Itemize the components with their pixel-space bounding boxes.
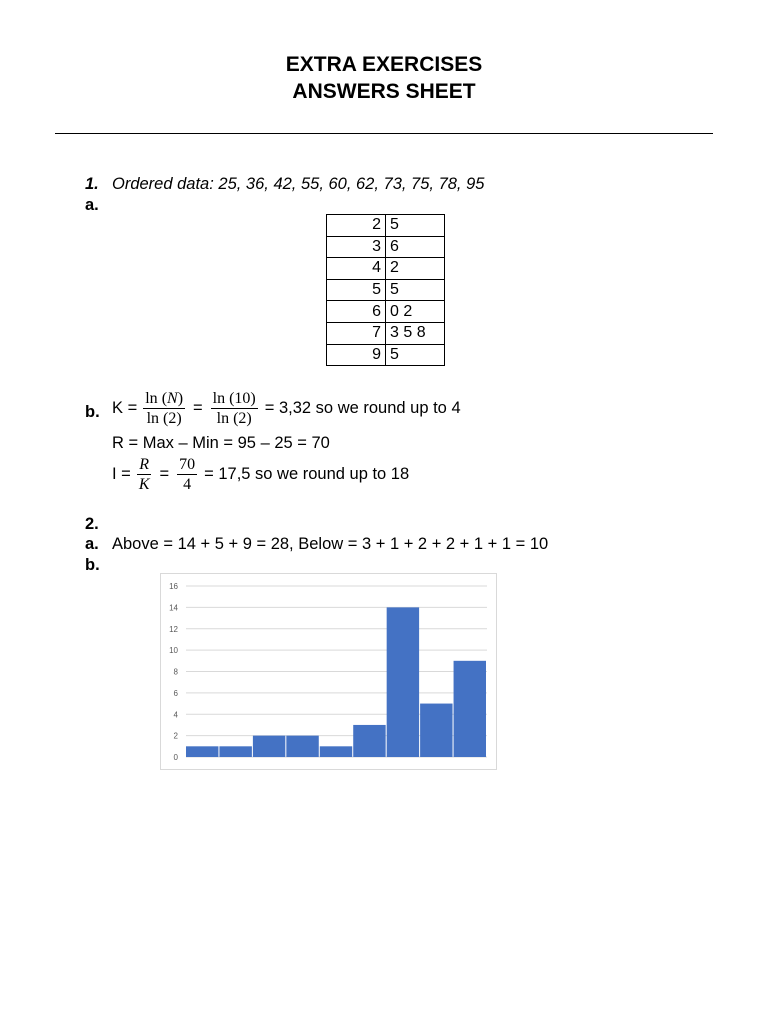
q1-number: 1.	[85, 175, 99, 193]
r-formula: R = Max – Min = 95 – 25 = 70	[112, 434, 330, 452]
q1-ordered-data: Ordered data: 25, 36, 42, 55, 60, 62, 73, 75, 78, 95	[112, 175, 485, 193]
y-tick-label: 10	[169, 646, 178, 656]
i-formula	[112, 455, 409, 494]
k-fraction-2	[211, 389, 258, 428]
horizontal-rule	[55, 133, 713, 134]
stem-leaf-row	[327, 279, 445, 301]
q1-part-b-label: b.	[85, 403, 100, 421]
leaf-cell: 5	[386, 344, 445, 366]
histogram-bar	[186, 746, 218, 757]
stem-cell: 6	[327, 301, 386, 323]
histogram-bar	[219, 746, 251, 757]
y-tick-label: 6	[173, 688, 178, 698]
leaf-cell: 6	[386, 236, 445, 258]
title-line-1: EXTRA EXERCISES	[285, 53, 483, 76]
i-frac1-den: K	[138, 476, 150, 493]
q2-part-a-label: a.	[85, 535, 99, 553]
histogram-bar	[387, 607, 419, 757]
stem-cell: 4	[327, 258, 386, 280]
leaf-cell: 2	[386, 258, 445, 280]
i-fraction-1	[137, 455, 152, 494]
y-tick-label: 0	[173, 753, 178, 762]
i-fraction-2	[177, 455, 197, 494]
stem-leaf-row	[327, 322, 445, 344]
leaf-cell: 5	[386, 215, 445, 237]
y-tick-label: 16	[169, 582, 178, 591]
leaf-cell: 5	[386, 279, 445, 301]
stem-leaf-row	[327, 215, 445, 237]
k-frac1-num-fn: ln	[145, 390, 158, 407]
k-frac2-den: ln (2)	[216, 410, 252, 427]
stem-cell: 5	[327, 279, 386, 301]
stem-cell: 9	[327, 344, 386, 366]
i-prefix: I =	[112, 465, 131, 483]
y-tick-label: 2	[173, 731, 178, 741]
stem-cell: 3	[327, 236, 386, 258]
i-result: = 17,5 so we round up to 18	[204, 465, 410, 483]
histogram-bar	[454, 661, 486, 757]
stem-leaf-row	[327, 344, 445, 366]
i-frac2-den: 4	[183, 476, 192, 493]
stem-cell: 7	[327, 322, 386, 344]
y-tick-label: 12	[169, 624, 178, 634]
leaf-cell: 0 2	[386, 301, 445, 323]
stem-leaf-row	[327, 258, 445, 280]
i-frac1-num: R	[139, 456, 150, 473]
q2-part-b-label: b.	[85, 556, 100, 574]
k-frac1-num-arg: N	[167, 390, 178, 407]
y-tick-label: 4	[173, 710, 178, 720]
stem-cell: 2	[327, 215, 386, 237]
k-fraction-1: $\frac{\ln (N)}{\ln (2)}$	[145, 390, 184, 427]
equals-sign: =	[193, 399, 203, 417]
k-result: = 3,32 so we round up to 4	[264, 399, 461, 417]
histogram-chart	[160, 573, 497, 770]
q1-part-a-label: a.	[85, 196, 99, 214]
k-prefix: K =	[112, 399, 138, 417]
histogram-bar	[320, 746, 352, 757]
stem-leaf-row	[327, 301, 445, 323]
y-tick-label: 14	[169, 603, 178, 613]
q2-part-a-text: Above = 14 + 5 + 9 = 28, Below = 3 + 1 + 2 + 2 + 1 + 1 = 10	[112, 535, 549, 553]
histogram-svg	[161, 574, 496, 769]
q2-number: 2.	[85, 515, 99, 533]
leaf-cell: 3 5 8	[386, 322, 445, 344]
histogram-bar	[253, 736, 285, 757]
histogram-bar	[420, 704, 452, 757]
k-formula	[112, 389, 461, 428]
title-line-2: ANSWERS SHEET	[292, 80, 476, 103]
histogram-bar	[353, 725, 385, 757]
y-tick-label: 8	[173, 667, 178, 677]
stem-leaf-table	[326, 214, 445, 366]
histogram-bar	[286, 736, 318, 757]
equals-sign-2: =	[159, 465, 170, 483]
stem-leaf-row	[327, 236, 445, 258]
k-frac1-den: ln (2)	[146, 410, 182, 427]
i-frac2-num: 70	[179, 456, 196, 473]
k-frac2-num: ln (10)	[212, 390, 256, 407]
